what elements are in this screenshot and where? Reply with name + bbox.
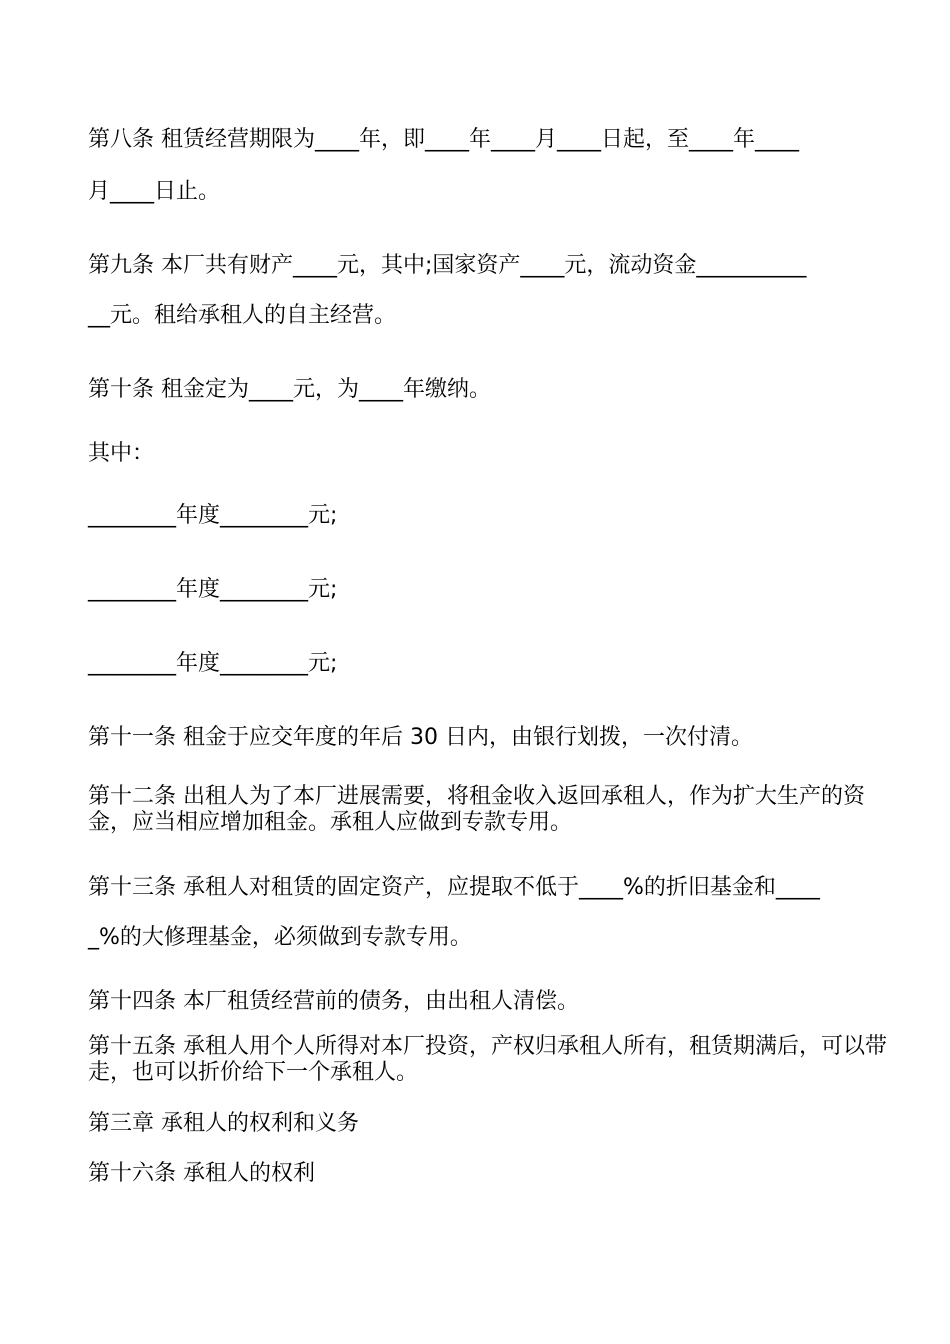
rent-year-line-3: ________年度________元; [88, 651, 338, 676]
article-16: 第十六条 承租人的权利 [88, 1161, 315, 1186]
rent-year-line-1: ________年度________元; [88, 503, 338, 528]
article-15: 第十五条 承租人用个人所得对本厂投资，产权归承租人所有，租赁期满后，可以带走，也可以折价给下一个承租人。 [88, 1034, 887, 1085]
rent-year-line-2: ________年度________元; [88, 577, 338, 602]
article-8-line-1: 第八条 租赁经营期限为____年，即____年____月____日起，至____年____ [88, 127, 799, 152]
article-9-line-2: __元。租给承租人的自主经营。 [88, 303, 397, 328]
article-12: 第十二条 出租人为了本厂进展需要，将租金收入返回承租人，作为扩大生产的资金，应当相应增加租金。承租人应做到专款专用。 [88, 784, 865, 835]
article-9-line-1: 第九条 本厂共有财产____元，其中;国家资产____元，流动资金__________ [88, 253, 807, 278]
article-13-line-1: 第十三条 承租人对租赁的固定资产，应提取不低于____%的折旧基金和____ [88, 875, 820, 900]
article-10: 第十条 租金定为____元，为____年缴纳。 [88, 377, 491, 402]
article-8-line-2: 月____日止。 [88, 179, 221, 204]
article-14: 第十四条 本厂租赁经营前的债务，由出租人清偿。 [88, 989, 579, 1014]
article-11: 第十一条 租金于应交年度的年后 30 日内，由银行划拨，一次付清。 [88, 725, 753, 750]
chapter-3-heading: 第三章 承租人的权利和义务 [88, 1111, 359, 1136]
article-13-line-2: _%的大修理基金，必须做到专款专用。 [88, 925, 472, 950]
among-them-label: 其中： [88, 441, 155, 466]
